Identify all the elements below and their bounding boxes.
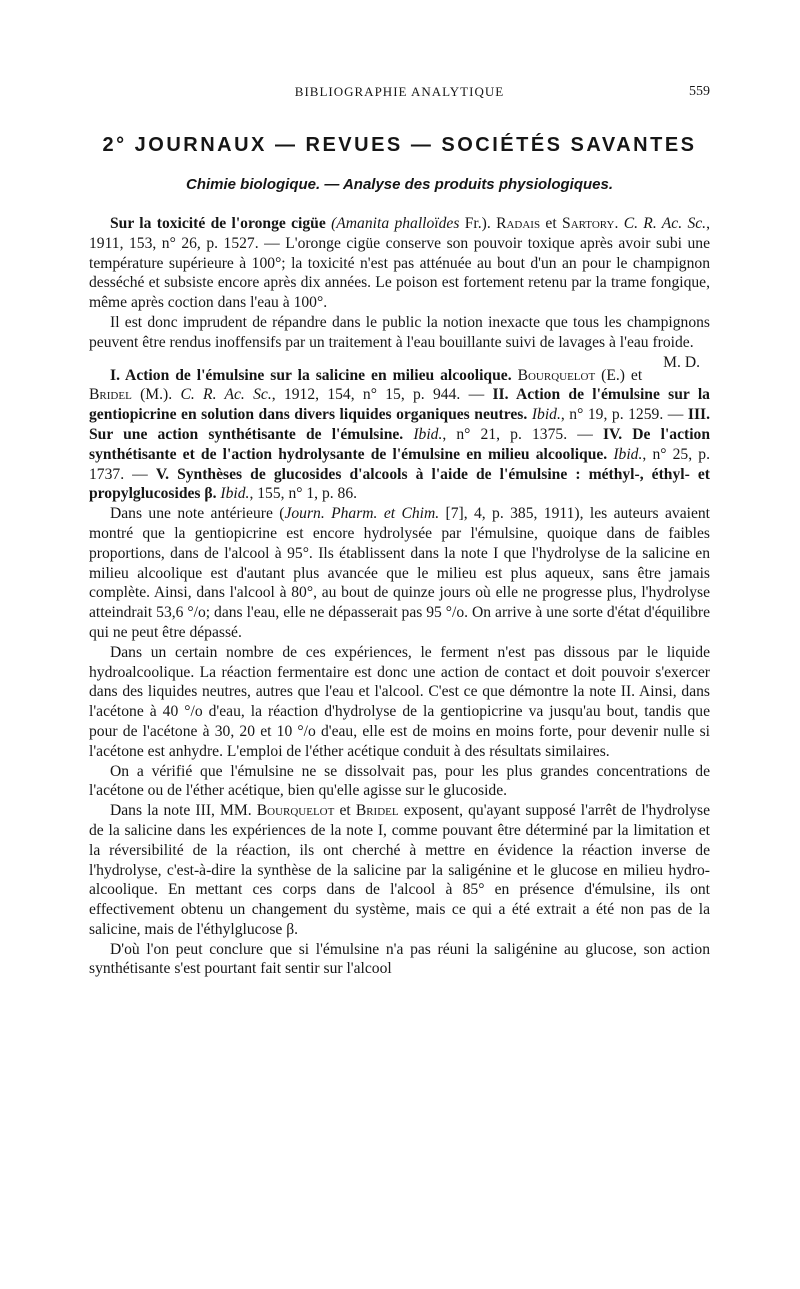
body-text	[89, 214, 710, 979]
article-1-paragraph-2	[89, 313, 710, 371]
article-2-paragraph-5: D'où l'on peut conclure que si l'émulsine n'a pas réuni la saligénine au glucose, son action synthétisante s'est pourtant fait sentir sur l'alcool	[89, 940, 710, 978]
article-2-paragraph-1	[89, 504, 710, 643]
article-2-author-initial-2: (M.).	[140, 386, 173, 404]
article-2-paragraph-4	[89, 801, 710, 940]
article-1-author-radais: Radais	[496, 215, 541, 232]
article-2-paragraph-3: On a vérifié que l'émulsine ne se dissolvait pas, pour les plus grandes concentrations de l'acétone ou de l'éther acétique, bien qu'elle agisse sur le glucoside.	[89, 762, 710, 800]
article-1-author-sartory: Sartory.	[562, 215, 619, 232]
article-1-paragraph-1	[89, 214, 710, 313]
article-2-journal-3: Ibid.	[413, 425, 443, 443]
article-2-journal-2: Ibid.	[531, 406, 561, 424]
article-2-title-3: III. Sur une action synthétisante de l'émulsine.	[89, 406, 710, 443]
article-1-text: , 1911, 153, n° 26, p. 1527. — L'oronge cigüe conserve son pouvoir toxique après avoir subi une température supérieure à 100°; la toxicité n'est pas atténuée au bout d'un an pour le champignon desséché et subsiste encore après dix années. Le poison est fortement retenu par la trame fongique, même après coction dans l'eau à 100°.	[89, 215, 710, 312]
article-separator	[89, 353, 710, 366]
article-2-paragraph-2: Dans un certain nombre de ces expériences, le ferment n'est pas dissous par le liquide hydroalcoolique. La réaction fermentaire est donc une action de contact et doit pouvoir s'exercer dans des liquides neutres, autres que l'eau et l'alcool. C'est ce que démontre la note II. Ainsi, dans l'acétone à 40 °/o d'eau, la réaction d'hydrolyse de la gentiopicrine va jusqu'au bout, tandis que pour de l'acétone à 30, 20 et 10 °/o d'eau, elle est de moins en moins forte, pour devenir nulle si l'acétone est anhydre. L'emploi de l'éther acétique conduit à des résultats similaires.	[89, 643, 710, 760]
article-2-author-bridel: Bridel	[89, 386, 132, 404]
article-2-journal-5: Ibid.	[220, 485, 250, 503]
article-2-p4-bourquelot: Bourquelot	[256, 802, 335, 820]
article-2-author-bourquelot: Bourquelot	[517, 366, 596, 384]
subsection-title: Chimie biologique. — Analyse des produits physiologiques.	[186, 176, 613, 193]
running-head	[89, 84, 710, 104]
article-2-title-4: IV. De l'action synthétisante et de l'action hydrolysante de l'émulsine en milieu alcoolique.	[89, 425, 710, 463]
article-2-ref-2: , n° 19, p. 1259. —	[560, 406, 684, 424]
article-2-journal-1: C. R. Ac. Sc.	[180, 386, 272, 404]
article-2-p4-rest: exposent, qu'ayant supposé l'arrêt de l'hydrolyse de la salicine dans les expériences de la note I, comme pouvant être déterminé par la limitation et la réversibilité de la réaction, ils ont cherché à mettre en évidence la réaction inverse de l'hydrolyse, c'est-à-dire la synthèse de la salicine par la saligénine et le glucose en milieu hydro-alcoolique. En mettant ces corps dans de l'alcool à 85° en présence d'émulsine, ils ont effectivement obtenu un changement du système, mais ce qui a été extrait a été non pas de la salicine, mais de l'éthylglucose β.	[89, 802, 710, 938]
article-2-p4-bridel: Bridel	[355, 802, 399, 820]
article-2-ref-4: , n° 25, p. 1737. —	[89, 445, 710, 483]
article-2-p1-rest: [7], 4, p. 385, 1911), les auteurs avaient montré que la gentiopicrine est encore hydrolysée par l'émulsine, quoique dans de faibles proportions, dans de l'alcool à 95°. Ils établissent dans la note I que l'hydrolyse de la salicine en milieu alcoolique est d'autant plus avancée que le milieu est plus aqueux, sans être jamais complète. Ainsi, dans l'alcool à 80°, au bout de quinze jours où elle ne progresse plus, l'hydrolyse atteindrait 53,6 °/o; dans l'eau, elle ne dépasserait pas 95 °/o. On arrive à une sorte d'état d'équilibre qui ne peut être dépassé.	[89, 505, 711, 641]
section-title: 2° JOURNAUX — REVUES — SOCIÉTÉS SAVANTES	[102, 134, 697, 156]
article-2-ref-5: , 155, n° 1, p. 86.	[249, 485, 358, 503]
article-2-title-5: V. Synthèses de glucosides d'alcools à l'aide de l'émulsine : méthyl-, éthyl- et propylglucosides β.	[89, 465, 710, 503]
article-2-p1-journal: Journ. Pharm. et Chim.	[284, 505, 440, 523]
article-1-species-author: Fr.).	[464, 215, 491, 232]
article-1-author-conj: et	[545, 215, 557, 232]
article-2-journal-4: Ibid.	[613, 445, 643, 463]
article-2-title-2: II. Action de l'émulsine sur la gentiopicrine en solution dans divers liquides organiques neutres.	[89, 386, 710, 424]
article-1-title: Sur la toxicité de l'oronge cigüe	[110, 215, 326, 232]
article-2-title-1: I. Action de l'émulsine sur la salicine en milieu alcoolique.	[110, 366, 512, 384]
article-1-signature: M. D.	[663, 353, 700, 371]
article-2-references	[89, 366, 710, 505]
article-2-ref-3: , n° 21, p. 1375. —	[442, 425, 593, 443]
article-1-species: (Amanita phalloïdes	[331, 215, 460, 232]
article-2-ref-1: , 1912, 154, n° 15, p. 944. —	[271, 386, 485, 404]
article-2-author-initial-1: (E.) et	[601, 366, 643, 384]
article-1-text-2: Il est donc imprudent de répandre dans le public la notion inexacte que tous les champignons peuvent être rendus inoffensifs par un traitement à l'eau bouillante suivi de lavages à l'eau froide.	[89, 313, 710, 351]
article-2-p4-start: Dans la note III, MM.	[110, 802, 257, 820]
article-2-p4-and: et	[334, 802, 356, 820]
running-head-title: BIBLIOGRAPHIE ANALYTIQUE	[294, 84, 505, 99]
page-number: 559	[689, 84, 710, 99]
article-2-p1-start: Dans une note antérieure (	[110, 505, 285, 523]
article-1-journal: C. R. Ac. Sc.	[623, 215, 707, 232]
